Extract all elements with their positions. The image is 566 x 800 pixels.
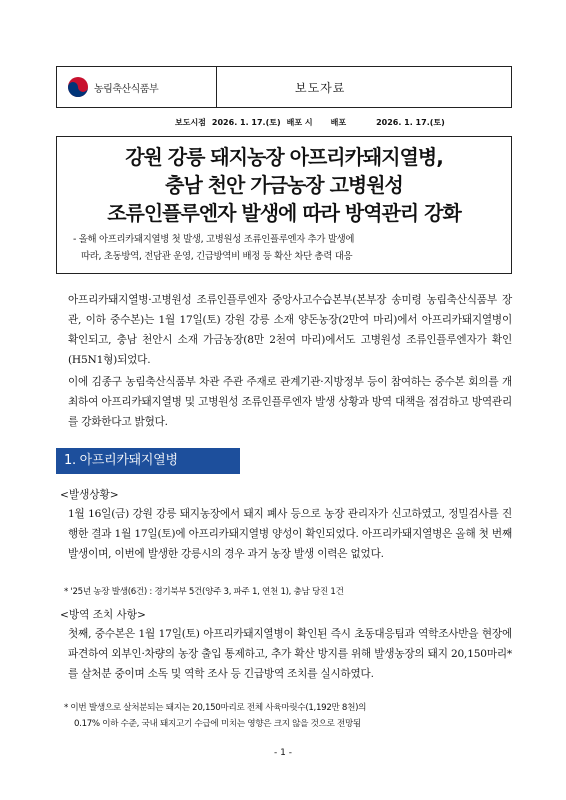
page-number: - 1 -: [274, 748, 292, 758]
title-box: [56, 136, 512, 274]
section-heading: 1. 아프리카돼지열병: [56, 448, 240, 474]
release-date: 2026. 1. 17.(토): [211, 118, 281, 127]
intro-paragraph-2: [56, 372, 512, 432]
agency-logo: [57, 67, 217, 107]
agency-name: 농림축산식품부: [94, 83, 159, 95]
footnote-2: [64, 700, 512, 732]
footnote-2-line-2: 0.17% 이하 수준, 국내 돼지고기 수급에 미치는 영향은 크지 않을 것으로 전망됨: [74, 719, 362, 729]
intro-paragraph-2-text: 이에 김종구 농림축산식품부 차관 주관 주재로 관계기관·지방정부 등이 참여하는 중수본 회의를 개최하여 아프리카돼지열병 및 고병원성 조류인플루엔자 발생 상황과 방역 대책을 점검하고 방역관리를 강화한다고 밝혔다.: [68, 376, 512, 428]
subtitle-line-1: - 올해 아프리카돼지열병 첫 발생, 고병원성 조류인플루엔자 추가 발생에: [73, 234, 355, 245]
distribution-label: 배포: [330, 118, 347, 127]
intro-paragraph-1-text: 아프리카돼지열병·고병원성 조류인플루엔자 중앙사고수습본부(본부장 송미령 농림축산식품부 장관, 이하 중수본)는 1월 17일(토) 강원 강릉 소재 양돈농장(2만여 마리)에서 아프리카돼지열병이 확인되고, 충남 천안시 소재 가금농장(8만 2천여 마리)에서도 고병원성 조류인플루엔자가 확인(H5N1형)되었다.: [68, 294, 512, 366]
release-time: 배포 시: [286, 118, 313, 127]
title-line-1: 강원 강릉 돼지농장 아프리카돼지열병,: [125, 145, 443, 169]
subtitle: [57, 231, 511, 265]
measures-text: 첫째, 중수본은 1월 17일(토) 아프리카돼지열병이 확인된 즉시 초동대응팀과 역학조사반을 현장에 파견하여 외부인·차량의 농장 출입 통제하고, 추가 확산 방지를 위해 발생농장의 돼지 20,150마리*를 살처분 중이며 소독 및 역학 조사 등 긴급방역 조치를 실시하였다.: [68, 628, 512, 680]
situation-text: 1월 16일(금) 강원 강릉 돼지농장에서 돼지 폐사 등으로 농장 관리자가 신고하였고, 정밀검사를 진행한 결과 1월 17일(토)에 아프리카돼지열병 양성이 확인되었다. 아프리카돼지열병은 올해 첫 번째 발생이며, 이번에 발생한 강릉시의 경우 과거 농장 발생 이력은 없었다.: [68, 508, 512, 560]
subtitle-line-2: 따라, 초동방역, 전담관 운영, 긴급방역비 배정 등 확산 차단 총력 대응: [81, 251, 353, 262]
situation-paragraph: [56, 504, 512, 564]
release-info: [175, 117, 505, 128]
situation-heading: <발생상황>: [60, 489, 119, 501]
intro-paragraph-1: [56, 290, 512, 370]
title-line-2: 충남 천안 가금농장 고병원성: [165, 173, 403, 197]
measures-paragraph: [56, 624, 512, 684]
footnote-2-line-1: * 이번 발생으로 살처분되는 돼지는 20,150마리로 전체 사육마릿수(1,192만 8천)의: [64, 703, 367, 713]
header-box: [56, 66, 512, 108]
footnote-1: * '25년 농장 발생(6건) : 경기북부 5건(양주 3, 파주 1, 연천 1), 충남 당진 1건: [64, 587, 344, 597]
taegeuk-logo-icon: [67, 76, 89, 98]
distribution-date: 2026. 1. 17.(토): [376, 118, 445, 127]
doc-type-label: 보도자료: [295, 80, 346, 95]
title-line-3: 조류인플루엔자 발생에 따라 방역관리 강화: [107, 201, 461, 225]
release-label: 보도시점: [175, 118, 206, 127]
measures-heading: <방역 조치 사항>: [60, 609, 146, 621]
